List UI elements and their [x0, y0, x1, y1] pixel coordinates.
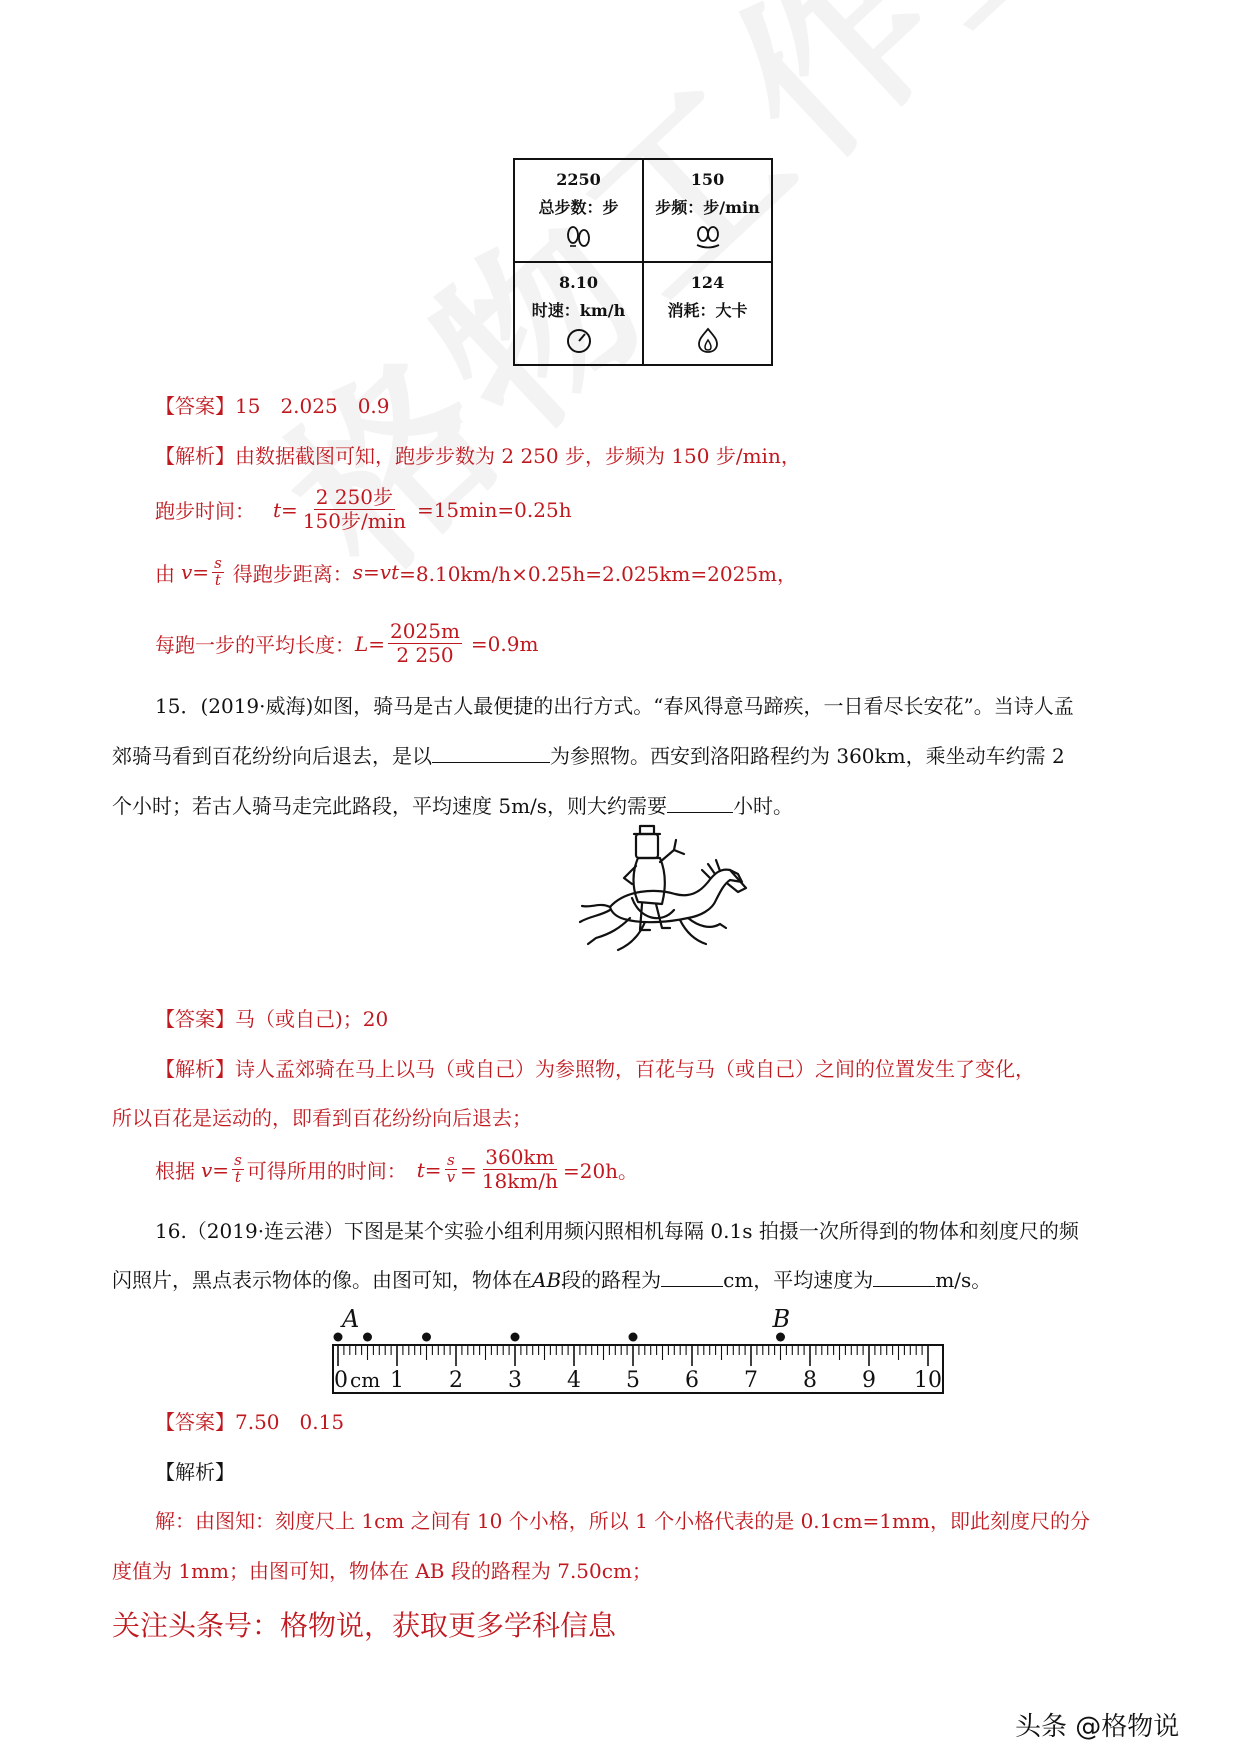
ruler-dots: [334, 1333, 786, 1342]
stat-value: 2250: [556, 170, 601, 189]
formula-var: L=: [355, 631, 386, 656]
point-a-label: A: [342, 1305, 360, 1333]
ruler-number: 1: [390, 1368, 404, 1393]
stat-cell-speed: [514, 262, 643, 365]
q14-distance-formula: [155, 556, 797, 589]
answer-blank[interactable]: [667, 792, 733, 813]
denominator: 150步/min: [302, 509, 406, 533]
q16-line-2: [112, 1264, 991, 1293]
running-stats-table: [513, 158, 773, 366]
answer-tag: 【答案】: [155, 1410, 235, 1434]
ruler-number: 8: [803, 1368, 817, 1393]
answer-blank[interactable]: [432, 742, 550, 763]
fraction: [480, 1146, 560, 1193]
answer-tag: 【答案】: [155, 1007, 235, 1031]
object-position-dot: [776, 1333, 785, 1342]
numerator: s: [214, 554, 222, 572]
footprints-frequency-icon: [644, 223, 771, 251]
question-text: 闪照片，黑点表示物体的像。由图可知，物体在: [112, 1268, 532, 1292]
ruler-number: 7: [744, 1368, 758, 1393]
fraction: [232, 1153, 244, 1186]
speedometer-icon: [515, 326, 642, 354]
analysis-tag: 【解析】: [155, 1460, 235, 1484]
question-text: 个小时；若古人骑马走完此路段，平均速度 5m/s，则大约需要: [112, 794, 668, 818]
stat-value: 124: [690, 273, 725, 292]
formula-result: =15min=0.25h: [416, 497, 572, 522]
stat-value: 8.10: [559, 273, 598, 292]
formula-var: v=: [181, 560, 210, 585]
formula-text: 得跑步距离：: [232, 561, 353, 586]
denominator: v: [446, 1168, 456, 1186]
analysis-text: 诗人孟郊骑在马上以马（或自己）为参照物，百花与马（或自己）之间的位置发生了变化，: [235, 1057, 1035, 1081]
question-text: cm，平均速度为: [723, 1268, 874, 1292]
answer-blank[interactable]: [661, 1266, 723, 1287]
horse-rider-illustration: [570, 812, 750, 966]
point-b-label: B: [772, 1305, 791, 1333]
ruler-numbers: [334, 1368, 942, 1393]
q15-line-1: 15．(2019·威海)如图，骑马是古人最便捷的出行方式。“春风得意马蹄疾，一日看尽长安花”。当诗人孟: [155, 694, 1074, 718]
q15-answer-line: [155, 1003, 388, 1032]
answer-tag: 【答案】: [155, 394, 235, 418]
ruler-number: 10: [914, 1368, 942, 1393]
flame-icon: [644, 326, 771, 354]
answer-text: 7.50 0.15: [235, 1410, 345, 1434]
q14-answer-line: [155, 390, 390, 419]
ruler-number: 3: [508, 1368, 522, 1393]
formula-var: s=vt: [352, 560, 400, 585]
answer-blank[interactable]: [873, 1266, 935, 1287]
stat-label: 步频：步/min: [655, 198, 760, 217]
formula-label: 由: [155, 561, 175, 586]
object-position-dot: [422, 1333, 431, 1342]
question-text: m/s。: [935, 1268, 992, 1292]
answer-text: 马（或自己)；20: [235, 1007, 389, 1031]
q14-analysis-line: [155, 440, 801, 469]
ruler-number: 2: [449, 1368, 463, 1393]
denominator: t: [234, 1168, 241, 1186]
object-position-dot: [363, 1333, 372, 1342]
numerator: 2 250步: [315, 485, 393, 509]
analysis-text: 由数据截图可知，跑步步数为 2 250 步，步频为 150 步/min，: [235, 444, 801, 468]
q15-analysis-line-1: [155, 1053, 1035, 1082]
ruler-number: 9: [862, 1368, 876, 1393]
numerator: s: [234, 1151, 242, 1170]
fraction: [388, 620, 462, 667]
formula-label: 跑步时间：: [155, 499, 255, 523]
segment-label: AB: [532, 1268, 562, 1292]
formula-text: =: [460, 1157, 477, 1182]
question-text: 为参照物。西安到洛阳路程约为 360km，乘坐动车约需 2: [550, 744, 1065, 768]
stat-value: 150: [690, 170, 725, 189]
ruler: [330, 1303, 950, 1398]
brand-watermark: 头条 @格物说: [1015, 1712, 1180, 1742]
stat-cell-calories: [643, 262, 772, 365]
question-text: 段的路程为: [561, 1268, 662, 1292]
ruler-number: 4: [567, 1368, 581, 1393]
fraction: [212, 556, 224, 589]
formula-label: 根据: [155, 1159, 195, 1183]
stat-label: 时速：km/h: [531, 301, 626, 320]
ruler-number: 6: [685, 1368, 699, 1393]
q16-answer-line: [155, 1406, 344, 1435]
fraction: [445, 1153, 457, 1186]
object-position-dot: [511, 1333, 520, 1342]
object-position-dot: [334, 1333, 343, 1342]
stat-cell-total-steps: [514, 159, 643, 262]
formula-var: t=: [273, 497, 298, 522]
promo-text: 关注头条号：格物说，获取更多学科信息: [112, 1609, 617, 1642]
question-text: 小时。: [733, 794, 794, 818]
q14-time-formula: [155, 486, 572, 533]
object-position-dot: [629, 1333, 638, 1342]
formula-label: 每跑一步的平均长度：: [155, 633, 355, 657]
numerator: 2025m: [390, 619, 460, 643]
stat-label: 总步数：步: [538, 198, 619, 217]
denominator: 18km/h: [481, 1169, 558, 1193]
formula-result: =8.10km/h×0.25h=2.025km=2025m，: [399, 561, 798, 586]
formula-text: 可得所用的时间：: [246, 1159, 407, 1183]
denominator: t: [214, 570, 221, 589]
ruler-number: 0: [334, 1368, 348, 1393]
fraction: [301, 486, 408, 533]
numerator: 360km: [485, 1145, 555, 1169]
q16-analysis-line-1: 解：由图知：刻度尺上 1cm 之间有 10 个小格，所以 1 个小格代表的是 0.1cm=1mm，即此刻度尺的分: [155, 1509, 1090, 1533]
formula-result: =20h。: [562, 1159, 639, 1183]
answer-text: 15 2.025 0.9: [235, 394, 390, 418]
footprints-icon: [515, 223, 642, 251]
formula-var: t=: [416, 1157, 442, 1182]
q15-analysis-line-2: 所以百花是运动的，即看到百花纷纷向后退去；: [112, 1106, 532, 1130]
q16-analysis-line-2: 度值为 1mm；由图可知，物体在 AB 段的路程为 7.50cm；: [112, 1559, 652, 1583]
q14-average-formula: [155, 620, 538, 667]
analysis-tag: 【解析】: [155, 444, 235, 468]
ruler-number: 5: [626, 1368, 640, 1393]
numerator: s: [446, 1151, 455, 1170]
stat-label: 消耗：大卡: [667, 301, 748, 320]
ruler-figure: [330, 1303, 950, 1402]
ruler-unit: cm: [350, 1368, 381, 1392]
q16-analysis-tag-line: [155, 1456, 235, 1485]
denominator: 2 250: [396, 643, 454, 667]
q16-line-1: 16.（2019·连云港）下图是某个实验小组利用频闪照相机每隔 0.1s 拍摄一次所得到的物体和刻度尺的频: [155, 1219, 1079, 1243]
stat-cell-step-frequency: [643, 159, 772, 262]
ruler-ticks: [338, 1346, 928, 1366]
q15-time-formula: [155, 1146, 638, 1193]
formula-result: =0.9m: [470, 631, 539, 656]
formula-var: v=: [201, 1157, 230, 1182]
question-text: 郊骑马看到百花纷纷向后退去，是以: [112, 744, 432, 768]
q15-line-2: [112, 740, 1065, 769]
analysis-tag: 【解析】: [155, 1057, 235, 1081]
